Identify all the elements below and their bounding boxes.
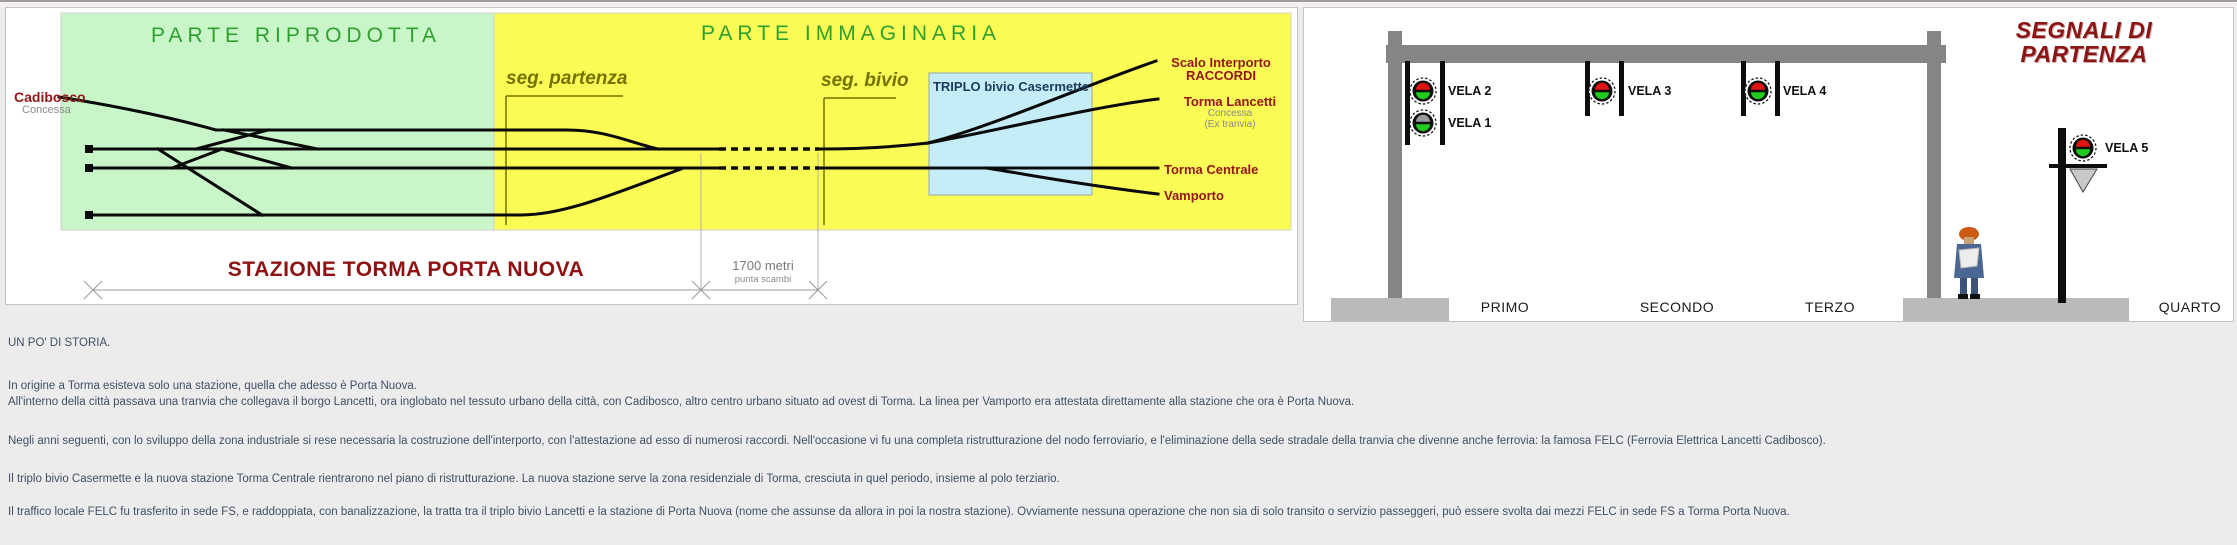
- track-diagram-panel: [5, 7, 1298, 305]
- cadibosco-label: Cadibosco: [14, 89, 86, 105]
- station-name: STAZIONE TORMA PORTA NUOVA: [227, 258, 585, 281]
- seg-bivio-label: seg. bivio: [821, 70, 909, 91]
- torma-lancetti-label: Torma Lancetti: [1183, 94, 1277, 109]
- torma-centrale-label: Torma Centrale: [1164, 162, 1259, 177]
- cadibosco-sublabel: Concessa: [22, 104, 71, 116]
- vela2-label: VELA 2: [1448, 84, 1492, 98]
- vela5-triangle-icon: [2070, 169, 2097, 192]
- vela1-label: VELA 1: [1448, 116, 1492, 130]
- dimension-value: 1700 metri: [732, 258, 794, 273]
- story-paragraph-3: Il triplo bivio Casermette e la nuova stazione Torma Centrale rientrarono nel piano di ristrutturazione. La nuova stazione serve la zona residenziale di Torma, cresciuta in quel periodo, insieme al polo terziario.: [8, 473, 1060, 485]
- raccordi-label: RACCORDI: [1185, 68, 1257, 83]
- track-label-quarto: QUARTO: [2158, 299, 2222, 315]
- story-paragraph-2: Negli anni seguenti, con lo sviluppo della zona industriale si rese necessaria la costruzione dell'interporto, con l'attestazione ad esso di numerosi raccordi. Nell'occasione vi fu una completa ristrutturazione del nodo ferroviario, e l'eliminazione della sede stradale della tranvia che divenne anche ferrovia: la famosa FELC (Ferrovia Elettrica Lancetti Cadibosco).: [8, 435, 1826, 447]
- lancetti-sublabel-2: (Ex tranvia): [1204, 119, 1256, 130]
- imaginary-section-title: PARTE IMMAGINARIA: [700, 22, 1002, 45]
- vela3-label: VELA 3: [1628, 84, 1672, 98]
- track-label-terzo: TERZO: [1805, 299, 1855, 315]
- track-label-secondo: SECONDO: [1639, 299, 1715, 315]
- lancetti-sublabel-1: Concessa: [1207, 108, 1253, 119]
- vela4-signal-head-icon: [1745, 78, 1771, 104]
- story-paragraph-4: Il traffico locale FELC fu trasferito in sede FS, e raddoppiata, con banalizzazione, la tratta tra il triplo bivio Lancetti e la stazione di Porta Nuova (nome che assunse da allora in poi la nostra stazione). Ovviamente nessuna operazione che non sia di solo transito o servizio passeggeri, può essere svolta dai mezzi FELC in sede FS a Torma Porta Nuova.: [8, 506, 1790, 518]
- dimension-sublabel: punta scambi: [734, 274, 792, 285]
- story-paragraph-1: [8, 378, 1354, 410]
- vamporto-label: Vamporto: [1164, 188, 1224, 203]
- scalo-interporto-label: Scalo Interporto: [1171, 55, 1271, 70]
- story-p1-line1: In origine a Torma esisteva solo una stazione, quella che adesso è Porta Nuova.: [8, 380, 417, 392]
- gantry-structure: [1386, 31, 1946, 304]
- seg-partenza-label: seg. partenza: [506, 68, 628, 89]
- vela4-label: VELA 4: [1783, 84, 1827, 98]
- vela5-signal-head-icon: [2070, 135, 2096, 161]
- track-label-primo: PRIMO: [1480, 299, 1530, 315]
- vela2-signal-head-icon: [1410, 78, 1436, 104]
- vela1-signal-head-icon: [1410, 110, 1436, 136]
- signals-title-line1: SEGNALI DI: [2015, 17, 2153, 43]
- signals-panel: [1303, 7, 2234, 322]
- story-p1-line2: All'interno della città passava una tranvia che collegava il borgo Lancetti, ora inglobato nel tessuto urbano della città, con Cadibosco, altro centro urbano situato ad ovest di Torma. La linea per Vamporto era attestata direttamente alla stazione che ora è Porta Nuova.: [8, 396, 1355, 408]
- story-heading: UN PO' DI STORIA.: [8, 337, 111, 349]
- triplo-bivio-label: TRIPLO bivio Casermette: [932, 79, 1090, 94]
- signal-frames: [1405, 61, 1780, 145]
- signals-title: [1944, 18, 2224, 66]
- signals-title-line2: PARTENZA: [2020, 41, 2148, 67]
- vela3-signal-head-icon: [1589, 78, 1615, 104]
- vela5-label: VELA 5: [2105, 141, 2149, 155]
- person-figure-icon: [1954, 227, 1984, 299]
- reproduced-section-title: PARTE RIPRODOTTA: [150, 24, 442, 47]
